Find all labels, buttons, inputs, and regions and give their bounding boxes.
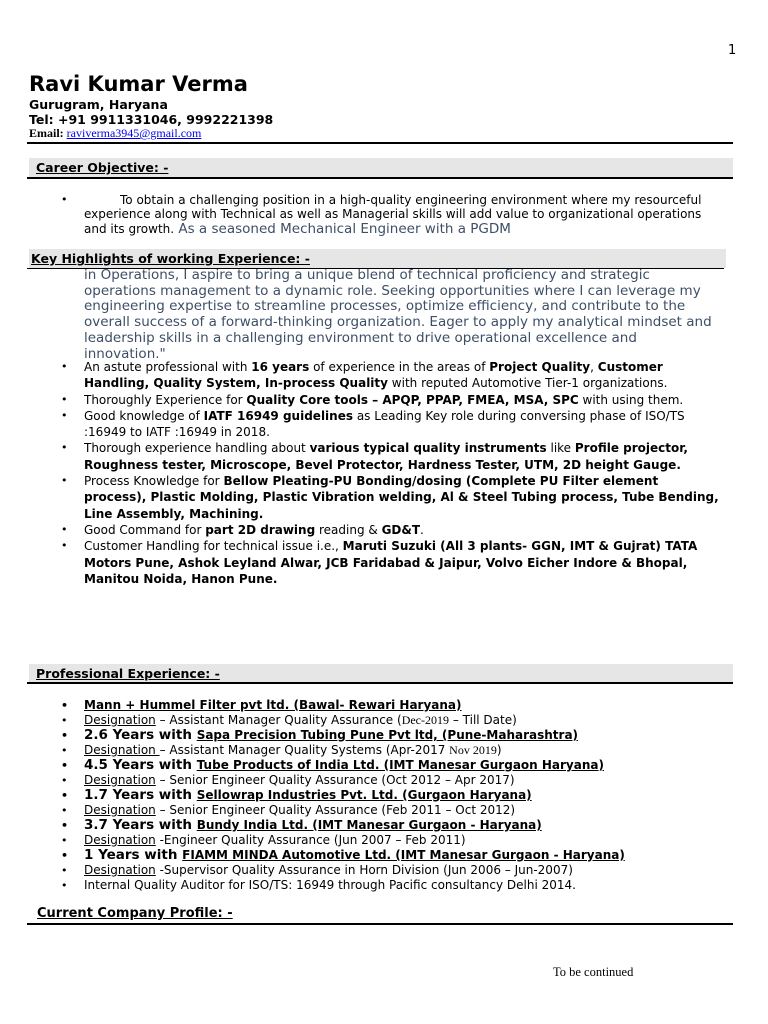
designation-label: Designation bbox=[84, 833, 156, 847]
employer-item bbox=[84, 728, 724, 743]
professional-experience-divider bbox=[27, 682, 733, 684]
highlight-item bbox=[84, 359, 724, 392]
designation-label: Designation bbox=[84, 863, 156, 877]
employer-years: 1.7 Years with bbox=[84, 787, 197, 803]
employer-name: Tube Products of India Ltd. (IMT Manesar Gurgaon Haryana) bbox=[196, 758, 604, 772]
designation-item bbox=[84, 803, 724, 818]
employer-item bbox=[84, 788, 724, 803]
highlight-text: , bbox=[590, 360, 598, 374]
career-objective-divider bbox=[27, 177, 733, 179]
employer-name: Sellowrap Industries Pvt. Ltd. (Gurgaon Haryana) bbox=[196, 788, 532, 802]
highlight-text: An astute professional with bbox=[84, 360, 252, 374]
designation-text: – Senior Engineer Quality Assurance (Oct 2012 – Apr 2017) bbox=[155, 773, 515, 787]
employer-years: 1 Years with bbox=[84, 847, 183, 863]
designation-text: – Assistant Manager Quality Assurance ( bbox=[155, 713, 402, 727]
designation-item bbox=[84, 743, 724, 758]
employer-name: Sapa Precision Tubing Pune Pvt ltd, (Pune-Maharashtra) bbox=[196, 728, 579, 742]
designation-text: -Supervisor Quality Assurance in Horn Division (Jun 2006 – Jun-2007) bbox=[155, 863, 573, 877]
highlight-item bbox=[84, 538, 724, 587]
designation-label: Designation bbox=[84, 713, 156, 727]
key-highlights-heading: Key Highlights of working Experience: - bbox=[31, 251, 310, 266]
highlight-text: Good Command for bbox=[84, 522, 206, 537]
email-line bbox=[29, 126, 201, 141]
career-objective-heading: Career Objective: - bbox=[36, 160, 169, 175]
highlight-bold: Project Quality bbox=[489, 360, 591, 374]
employer-name: Mann + Hummel Filter pvt ltd. (Bawal- Rewari Haryana) bbox=[84, 698, 462, 712]
page-number: 1 bbox=[728, 43, 737, 58]
highlight-bold: Maruti Suzuki (All 3 plants- GGN, IMT & Gujrat) TATA Motors Pune, Ashok Leyland Alwar, JCB Faridabad & Jaipur, Volvo Eicher Indore & Bhopal, Manitou Noida, Hanon Pune. bbox=[84, 539, 698, 586]
highlight-bold: GD&T bbox=[381, 522, 421, 537]
designation-label: Designation bbox=[84, 803, 156, 817]
career-objective-item bbox=[84, 193, 706, 236]
highlight-text: Thorough experience handling about bbox=[84, 441, 310, 456]
highlight-text: as Leading Key role during conversing phase of ISO/TS :16949 to IATF :16949 in 2018. bbox=[84, 408, 685, 440]
employer-item bbox=[84, 818, 724, 833]
employer-years: 4.5 Years with bbox=[84, 757, 197, 773]
highlight-bold: IATF 16949 guidelines bbox=[203, 408, 353, 423]
employer-name: Bundy India Ltd. (IMT Manesar Gurgaon - Haryana) bbox=[196, 818, 542, 832]
highlight-bold: Bellow Pleating-PU Bonding/dosing (Complete PU Filter element process), Plastic Molding, Plastic Vibration welding, Al & Steel Tubing process, Tube Bending, Line Assembly, Machining. bbox=[84, 474, 719, 521]
designation-item bbox=[84, 863, 724, 878]
highlight-text: with using them. bbox=[578, 392, 684, 407]
experience-list bbox=[84, 698, 724, 893]
highlights-list bbox=[84, 359, 724, 587]
employer-item bbox=[84, 848, 724, 863]
highlight-item bbox=[84, 440, 724, 473]
highlight-text: reading & bbox=[315, 522, 382, 537]
employer-years: 2.6 Years with bbox=[84, 727, 197, 743]
employer-item bbox=[84, 758, 724, 773]
highlight-item bbox=[84, 522, 724, 538]
highlight-bold: 16 years bbox=[251, 360, 310, 374]
objective-continuation: in Operations, I aspire to bring a unique blend of technical proficiency and strategic operations management to a dynamic role. Seeking opportunities where I can leverage my engineering expertise to streamline processes, optimize efficiency, and contribute to the overall success of a forward-thinking organization. Eager to apply my analytical mindset and leadership skills in a challenging environment to drive operational excellence and innovation." bbox=[84, 267, 712, 362]
designation-item bbox=[84, 833, 724, 848]
highlight-bold: Quality Core tools – APQP, PPAP, FMEA, MSA, SPC bbox=[246, 392, 579, 407]
highlight-item bbox=[84, 408, 724, 441]
career-objective-list bbox=[84, 193, 706, 236]
designation-date: Dec-2019 bbox=[401, 713, 450, 727]
email-link[interactable]: raviverma3945@gmail.com bbox=[66, 126, 202, 140]
designation-date: Nov 2019 bbox=[449, 743, 497, 757]
designation-item bbox=[84, 713, 724, 728]
designation-text: – Assistant Manager Quality Systems (Apr-2017 bbox=[159, 743, 450, 757]
employer-item bbox=[84, 698, 724, 713]
career-objective-header bbox=[29, 158, 733, 177]
professional-experience-header bbox=[29, 664, 733, 683]
current-company-divider bbox=[27, 923, 733, 925]
highlight-text: Good knowledge of bbox=[84, 408, 204, 423]
highlight-text: like bbox=[546, 441, 575, 456]
highlight-text: . bbox=[420, 522, 424, 537]
candidate-phone: Tel: +91 9911331046, 9992221398 bbox=[29, 112, 274, 127]
highlight-text: Customer Handling for technical issue i.e., bbox=[84, 539, 343, 554]
highlight-bold: Profile projector, Roughness tester, Microscope, Bevel Protector, Hardness Tester, UTM, 2D height Gauge. bbox=[84, 441, 688, 472]
header-divider bbox=[27, 142, 733, 144]
designation-text: -Engineer Quality Assurance (Jun 2007 – Feb 2011) bbox=[155, 833, 466, 847]
highlight-text: Thoroughly Experience for bbox=[84, 392, 247, 407]
auditor-text: Internal Quality Auditor for ISO/TS: 16949 through Pacific consultancy Delhi 2014. bbox=[84, 878, 576, 892]
email-label: Email: bbox=[29, 126, 67, 140]
candidate-name: Ravi Kumar Verma bbox=[29, 72, 248, 96]
designation-item bbox=[84, 773, 724, 788]
designation-text: – Till Date) bbox=[449, 713, 517, 727]
designation-text: – Senior Engineer Quality Assurance (Feb 2011 – Oct 2012) bbox=[155, 803, 516, 817]
highlight-bold: Customer Handling, Quality System, In-process Quality bbox=[84, 360, 663, 391]
designation-label: Designation bbox=[84, 773, 156, 787]
professional-experience-heading: Professional Experience: - bbox=[36, 666, 220, 681]
highlight-bold: part 2D drawing bbox=[205, 522, 316, 537]
highlight-text: Process Knowledge for bbox=[84, 474, 224, 489]
key-highlights-header bbox=[29, 249, 726, 268]
continued-note: To be continued bbox=[553, 965, 634, 979]
auditor-item bbox=[84, 878, 724, 893]
employer-years: 3.7 Years with bbox=[84, 817, 197, 833]
designation-text: ) bbox=[496, 743, 502, 757]
candidate-location: Gurugram, Haryana bbox=[29, 97, 168, 112]
employer-name: FIAMM MINDA Automotive Ltd. (IMT Manesar Gurgaon - Haryana) bbox=[182, 848, 625, 862]
highlight-item bbox=[84, 473, 724, 522]
designation-label: Designation bbox=[84, 743, 160, 757]
highlight-item bbox=[84, 392, 724, 408]
objective-text-blue: As a seasoned Mechanical Engineer with a PGDM bbox=[174, 220, 511, 237]
highlight-bold: various typical quality instruments bbox=[309, 441, 547, 456]
highlight-text: of experience in the areas of bbox=[309, 360, 490, 374]
highlight-text: with reputed Automotive Tier-1 organizations. bbox=[387, 376, 668, 391]
objective-text: To obtain a challenging position in a high-quality engineering environment where my resourceful experience along with Technical as well as Managerial skills will add value to organizational operations and its growth. bbox=[84, 193, 702, 236]
current-company-heading: Current Company Profile: - bbox=[37, 906, 233, 921]
